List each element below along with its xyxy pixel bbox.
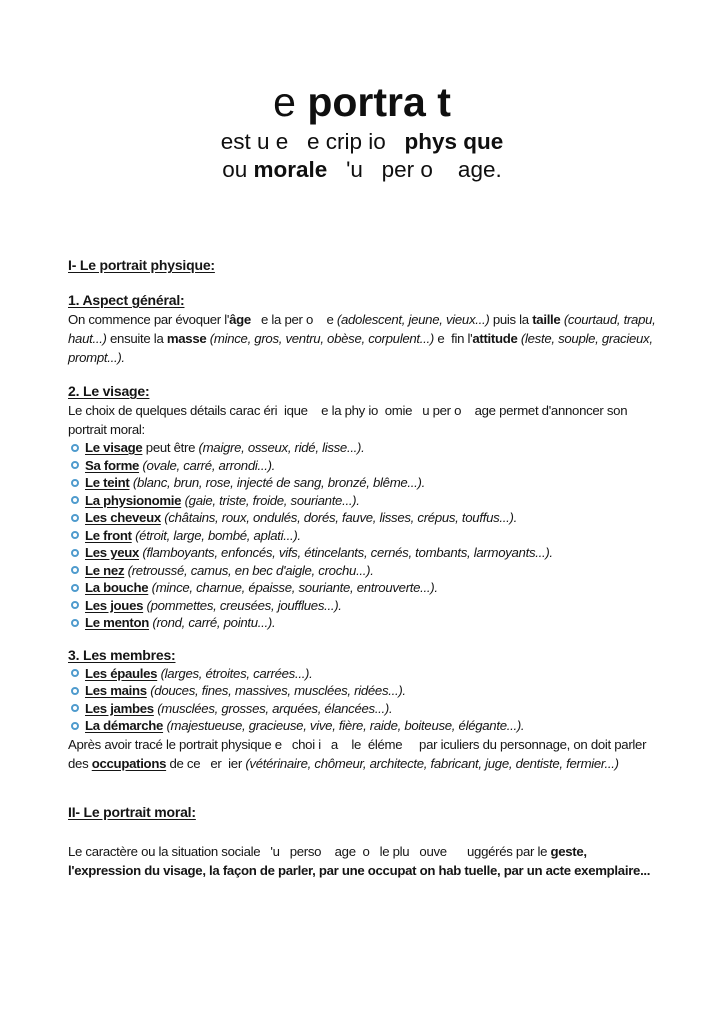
bullet-circle-icon <box>71 566 79 574</box>
bullet-les-mains-run-2: (douces, fines, massives, musclées, ridées...). <box>150 683 406 698</box>
bullet-le-front-run-2: (étroit, large, bombé, aplati...). <box>135 527 301 543</box>
bullet-circle-icon <box>71 704 79 712</box>
bullet-la-bouche-run-2: (mince, charnue, épaisse, souriante, entrouverte...). <box>151 580 438 595</box>
paragraph-portrait-moral-run-1: geste, l'expression du visage, la façon de parler, par une occupat on hab tuelle, par un acte exemplaire... <box>68 843 651 878</box>
bullet-la-demarche-run-0: La démarche <box>85 718 164 733</box>
bullet-les-mains <box>68 682 656 700</box>
document-title-run-0: e <box>273 79 308 125</box>
paragraph-aspect-general-run-15: (leste, souple, gracieux, prompt...). <box>68 331 657 365</box>
bullet-la-demarche-run-2: (majestueuse, gracieuse, vive, fière, raide, boiteuse, élégante...). <box>166 718 525 733</box>
heading-aspect-general-run-0: 1. Aspect général: <box>68 292 185 308</box>
paragraph-aspect-general-run-12: e fin l' <box>433 331 473 346</box>
bullet-circle-icon <box>71 669 79 677</box>
subtitle-line-2-run-1: morale <box>253 157 328 182</box>
bullet-sa-forme <box>68 457 656 475</box>
bullet-les-epaules-run-2: (larges, étroites, carrées...). <box>160 665 313 681</box>
document-title-run-1: portra t <box>307 79 451 125</box>
paragraph-aspect-general-run-11: (mince, gros, ventru, obèse, corpulent...) <box>209 331 434 346</box>
section-heading-portrait-physique-run-0: I- Le portrait physique: <box>68 257 215 273</box>
paragraph-portrait-moral <box>68 842 656 880</box>
bullet-les-yeux-run-0: Les yeux <box>85 545 140 560</box>
paragraph-aspect-general-run-9: masse <box>166 331 207 346</box>
bullet-les-epaules <box>68 665 656 683</box>
bullet-sa-forme-run-0: Sa forme <box>85 457 140 473</box>
bullet-le-menton <box>68 614 656 632</box>
paragraph-aspect-general-run-1: âge <box>229 312 251 327</box>
subtitle-line-2 <box>68 156 656 184</box>
subtitle-line-1-run-1: phys que <box>404 129 504 154</box>
subtitle-line-1 <box>68 128 656 156</box>
bullet-la-bouche-run-0: La bouche <box>85 580 149 595</box>
spacer-4 <box>68 773 656 803</box>
bullet-les-joues <box>68 597 656 615</box>
paragraph-le-visage-intro-run-0: Le choix de quelques détails carac éri ique e la phy io omie u per o age permet d'annoncer son portrait moral: <box>68 403 631 437</box>
bullet-les-epaules-run-0: Les épaules <box>85 665 158 681</box>
bullet-circle-icon <box>71 496 79 504</box>
subtitle-line-2-run-0: ou <box>222 157 254 182</box>
bullet-la-bouche <box>68 579 656 597</box>
bullet-la-physionomie-run-2: (gaie, triste, froide, souriante...). <box>184 492 360 508</box>
section-heading-portrait-physique <box>68 256 656 275</box>
bullet-circle-icon <box>71 479 79 487</box>
paragraph-occupations-run-2: de ce er ier <box>166 755 246 771</box>
bullet-le-front <box>68 527 656 545</box>
paragraph-aspect-general <box>68 310 659 367</box>
bullet-le-front-run-0: Le front <box>85 527 132 543</box>
bullet-le-nez-run-2: (retroussé, camus, en bec d'aigle, crochu...). <box>127 562 374 578</box>
bullet-le-visage-run-0: Le visage <box>85 440 143 455</box>
bullet-le-nez <box>68 562 656 580</box>
spacer-2 <box>68 367 656 382</box>
paragraph-aspect-general-run-4: puis la <box>489 312 533 327</box>
bullet-le-teint-run-0: Le teint <box>85 475 130 490</box>
paragraph-occupations-run-1: occupations <box>91 755 167 771</box>
bullet-les-cheveux-run-0: Les cheveux <box>85 510 161 525</box>
bullet-le-teint <box>68 474 656 492</box>
spacer-1 <box>68 275 656 291</box>
bullet-les-jambes-run-2: (musclées, grosses, arquées, élancées...). <box>157 700 393 716</box>
paragraph-aspect-general-run-3: (adolescent, jeune, vieux...) <box>336 312 490 327</box>
bullet-circle-icon <box>71 461 79 469</box>
bullet-les-mains-run-0: Les mains <box>85 683 147 698</box>
bullet-circle-icon <box>71 722 79 730</box>
bullet-circle-icon <box>71 619 79 627</box>
heading-le-visage-run-0: 2. Le visage: <box>68 383 150 399</box>
subtitle-line-1-run-0: est u e e crip io <box>220 129 405 154</box>
bullet-le-teint-run-2: (blanc, brun, rose, injecté de sang, bronzé, blême...). <box>132 475 425 490</box>
bullet-circle-icon <box>71 531 79 539</box>
bullet-le-menton-run-2: (rond, carré, pointu...). <box>152 615 276 630</box>
bullet-circle-icon <box>71 584 79 592</box>
bullet-le-visage-run-2: (maigre, osseux, ridé, lisse...). <box>198 440 365 455</box>
bullet-sa-forme-run-2: (ovale, carré, arrondi...). <box>142 457 276 473</box>
bullet-circle-icon <box>71 549 79 557</box>
paragraph-occupations-run-3: (vétérinaire, chômeur, architecte, fabricant, juge, dentiste, fermier...) <box>245 755 619 771</box>
bullet-circle-icon <box>71 444 79 452</box>
heading-le-visage <box>68 382 656 401</box>
bullet-la-physionomie-run-0: La physionomie <box>85 492 182 508</box>
bullet-les-yeux-run-2: (flamboyants, enfoncés, vifs, étincelants, cernés, tombants, larmoyants...). <box>142 545 553 560</box>
spacer-3 <box>68 632 656 646</box>
paragraph-aspect-general-run-13: attitude <box>472 331 518 346</box>
bullet-le-nez-run-0: Le nez <box>85 562 125 578</box>
paragraph-aspect-general-run-2: e la per o e <box>250 312 337 327</box>
bullet-la-demarche <box>68 717 656 735</box>
bullet-le-visage-run-1: peut être <box>142 440 199 455</box>
section-heading-portrait-moral-run-0: II- Le portrait moral: <box>68 803 196 820</box>
document-title <box>68 76 656 128</box>
heading-aspect-general <box>68 291 656 310</box>
subtitle-line-2-run-2: 'u per o age. <box>327 157 502 182</box>
bullet-circle-icon <box>71 687 79 695</box>
section-heading-portrait-moral <box>68 803 656 822</box>
spacer-after-title <box>68 184 656 256</box>
paragraph-portrait-moral-run-0: Le caractère ou la situation sociale 'u perso age o le plu ouve uggérés par le <box>68 843 551 859</box>
bullet-les-cheveux <box>68 509 656 527</box>
paragraph-occupations-run-0: Après avoir tracé le portrait physique e choi i a le éléme par iculiers du personnage, on doit parler des <box>68 736 650 771</box>
heading-les-membres <box>68 646 656 665</box>
bullet-circle-icon <box>71 514 79 522</box>
paragraph-aspect-general-run-7: (courtaud, trapu, haut...) <box>68 312 659 346</box>
bullet-les-yeux <box>68 544 656 562</box>
paragraph-aspect-general-run-5: taille <box>532 312 561 327</box>
paragraph-aspect-general-run-0: On commence par évoquer l' <box>68 312 230 327</box>
bullet-les-jambes-run-0: Les jambes <box>85 700 154 716</box>
bullet-circle-icon <box>71 601 79 609</box>
paragraph-le-visage-intro <box>68 401 656 439</box>
bullet-les-joues-run-2: (pommettes, creusées, joufflues...). <box>146 597 342 613</box>
paragraph-occupations <box>68 735 656 773</box>
bullet-les-joues-run-0: Les joues <box>85 597 144 613</box>
bullet-la-physionomie <box>68 492 656 510</box>
bullet-les-cheveux-run-2: (châtains, roux, ondulés, dorés, fauve, lisses, crépus, touffus...). <box>164 510 517 525</box>
paragraph-aspect-general-run-8: ensuite la <box>106 331 167 346</box>
bullet-le-menton-run-0: Le menton <box>85 615 149 630</box>
bullet-les-jambes <box>68 700 656 718</box>
bullet-le-visage <box>68 439 656 457</box>
spacer-5 <box>68 822 656 842</box>
heading-les-membres-run-0: 3. Les membres: <box>68 646 176 663</box>
